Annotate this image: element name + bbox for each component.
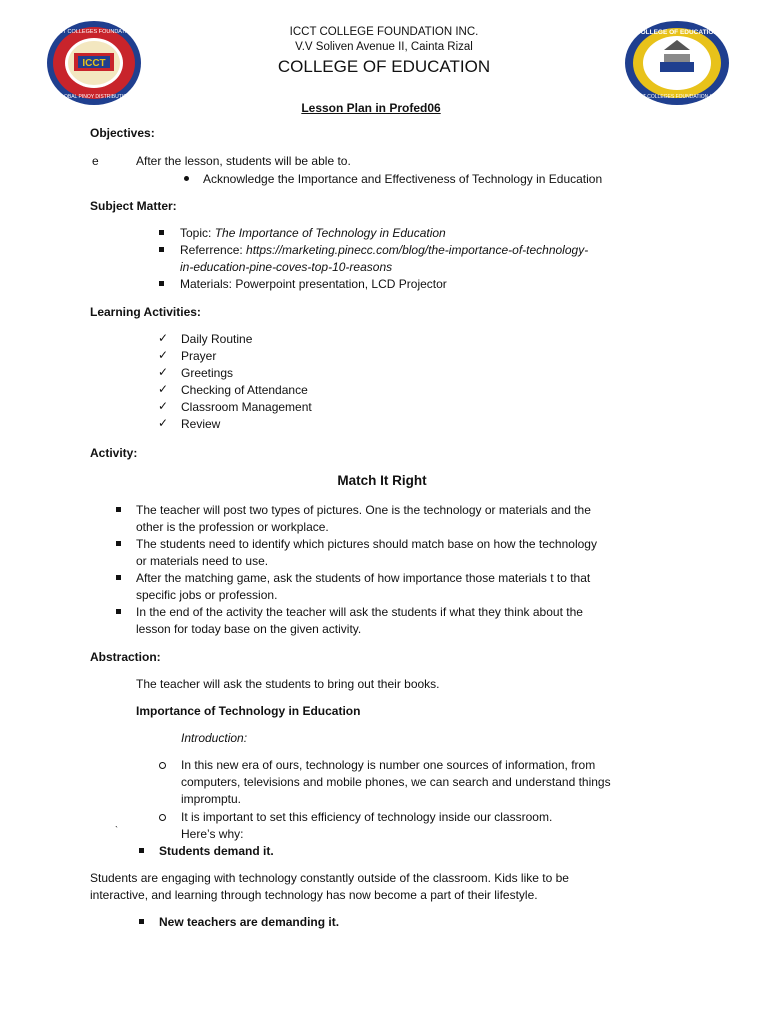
- bullet-circle-icon: [159, 814, 166, 821]
- bullet-square-icon: [159, 281, 164, 286]
- learning-activity-item: Review: [181, 417, 221, 431]
- activity-item-line: or materials need to use.: [136, 554, 269, 568]
- bullet-square-icon: [116, 541, 121, 546]
- abstraction-paragraph-line: Students are engaging with technology constantly outside of the classroom. Kids like to be: [90, 871, 569, 885]
- bullet-square-icon: [116, 575, 121, 580]
- learning-activity-item: Daily Routine: [181, 332, 253, 346]
- left-logo-bottom-text: GLOBAL PINOY DISTRIBUTION: [57, 94, 131, 100]
- abstraction-intro: The teacher will ask the students to bring out their books.: [136, 677, 440, 691]
- topic-line: Topic: The Importance of Technology in Education: [180, 226, 446, 240]
- objectives-heading: Objectives:: [90, 126, 155, 140]
- bullet-square-icon: [116, 609, 121, 614]
- college-name: COLLEGE OF EDUCATION: [277, 57, 491, 76]
- check-icon: ✓: [158, 399, 169, 413]
- institution-name: ICCT COLLEGE FOUNDATION INC.: [289, 26, 479, 38]
- learning-activity-item: Prayer: [181, 349, 217, 363]
- objectives-intro: After the lesson, students will be able to.: [136, 154, 351, 168]
- activity-title: Match It Right: [337, 473, 427, 488]
- abstraction-heading: Abstraction:: [90, 650, 161, 664]
- bullet-square-icon: [159, 247, 164, 252]
- bullet-square-icon: [116, 507, 121, 512]
- reference-line-continued: in-education-pine-coves-top-10-reasons: [180, 260, 393, 274]
- check-icon: ✓: [158, 331, 169, 345]
- learning-activities-heading: Learning Activities:: [90, 305, 201, 319]
- check-icon: ✓: [158, 365, 169, 379]
- right-logo-bottom-text: ICCT COLLEGES FOUNDATION INC.: [634, 94, 720, 100]
- lesson-plan-title: Lesson Plan in Profed06: [301, 101, 441, 115]
- activity-item-line: The students need to identify which pictures should match base on how the technology: [136, 537, 597, 551]
- objective-item: Acknowledge the Importance and Effectiveness of Technology in Education: [203, 172, 603, 186]
- left-logo-center-text: ICCT: [82, 58, 106, 69]
- introduction-label: Introduction:: [181, 731, 248, 745]
- check-icon: ✓: [158, 348, 169, 362]
- activity-item-line: The teacher will post two types of pictures. One is the technology or materials and the: [136, 503, 591, 517]
- abstraction-point-line: It is important to set this efficiency of technology inside our classroom.: [181, 810, 553, 824]
- activity-item-line: other is the profession or workplace.: [136, 520, 329, 534]
- abstraction-paragraph-line: interactive, and learning through technology has now become a part of their lifestyle.: [90, 888, 538, 902]
- bullet-square-icon: [139, 919, 144, 924]
- activity-heading: Activity:: [90, 446, 138, 460]
- left-logo-top-text: ICCT COLLEGES FOUNDATION: [53, 29, 135, 35]
- right-logo-top-text: COLLEGE OF EDUCATION: [635, 29, 719, 36]
- subject-matter-heading: Subject Matter:: [90, 199, 177, 213]
- activity-item-line: In the end of the activity the teacher will ask the students if what they think about the: [136, 605, 583, 619]
- activity-item-line: specific jobs or profession.: [136, 588, 278, 602]
- objectives-marker: e: [92, 154, 99, 168]
- materials-line: Materials: Powerpoint presentation, LCD Projector: [180, 277, 447, 291]
- bullet-circle-icon: [159, 762, 166, 769]
- bullet-square-icon: [139, 848, 144, 853]
- abstraction-point-line: In this new era of ours, technology is number one sources of information, from: [181, 758, 596, 772]
- reason-students-demand: Students demand it.: [159, 844, 274, 858]
- abstraction-point-line: impromptu.: [181, 792, 242, 806]
- institution-address: V.V Soliven Avenue II, Cainta Rizal: [295, 41, 473, 53]
- check-icon: ✓: [158, 416, 169, 430]
- abstraction-subheading: Importance of Technology in Education: [136, 704, 361, 718]
- activity-item-line: After the matching game, ask the students of how importance those materials t to that: [136, 571, 591, 585]
- learning-activity-item: Classroom Management: [181, 400, 312, 414]
- abstraction-point-line: computers, televisions and mobile phones, we can search and understand things: [181, 775, 611, 789]
- learning-activity-item: Checking of Attendance: [181, 383, 308, 397]
- reason-teachers-demand: New teachers are demanding it.: [159, 915, 340, 929]
- check-icon: ✓: [158, 382, 169, 396]
- bullet-dot-icon: [184, 176, 189, 181]
- activity-item-line: lesson for today base on the given activity.: [136, 622, 362, 636]
- reference-line: Referrence: https://marketing.pinecc.com/blog/the-importance-of-technology-: [180, 243, 589, 257]
- stray-mark: `: [115, 825, 118, 835]
- learning-activity-item: Greetings: [181, 366, 234, 380]
- bullet-square-icon: [159, 230, 164, 235]
- abstraction-point-line: Here’s why:: [181, 827, 244, 841]
